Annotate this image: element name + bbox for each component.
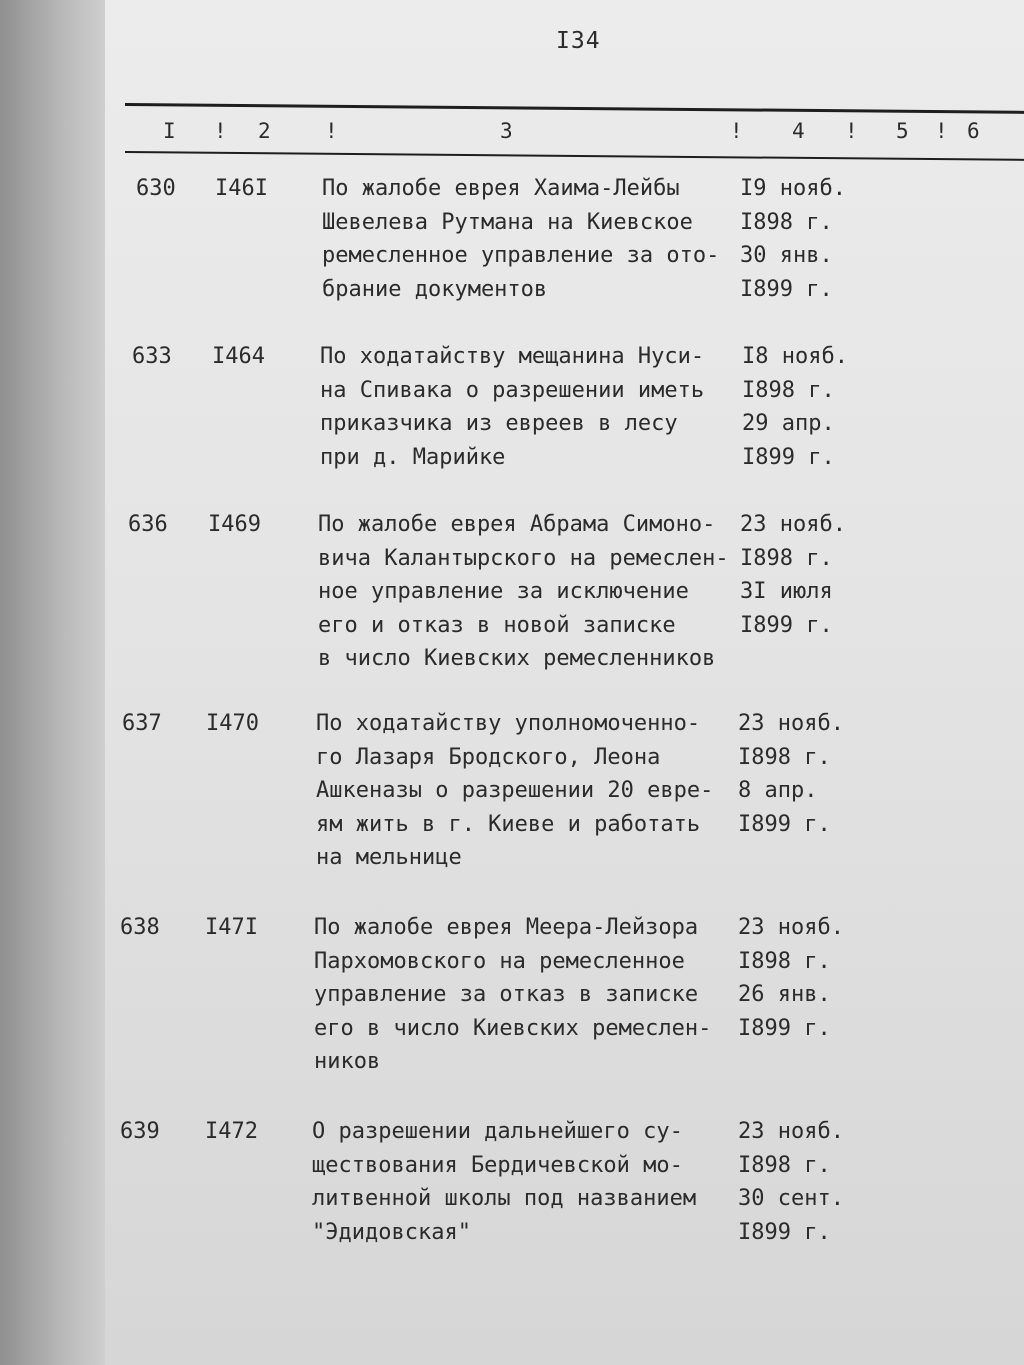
archive-code: I470 xyxy=(206,711,259,736)
entry-description xyxy=(318,508,729,676)
header-col-5: 5 xyxy=(896,119,909,143)
entry-dates xyxy=(738,1115,844,1249)
header-separator: ! xyxy=(845,119,858,143)
entry-description-line: Ашкеназы о разрешении 20 евре- xyxy=(316,778,714,803)
entry-description xyxy=(314,911,711,1079)
entry-description-line: "Эдидовская" xyxy=(312,1219,471,1245)
entry-dates-line: I899 г. xyxy=(740,276,833,302)
entry-description-line: По ходатайству уполномоченно- xyxy=(316,711,701,736)
archive-code: I46I xyxy=(215,176,268,201)
entry-dates xyxy=(740,172,846,306)
page-number: I34 xyxy=(556,28,601,54)
entry-description-line: Пархомовского на ремесленное xyxy=(314,948,685,974)
entry-dates xyxy=(738,707,844,841)
header-col-2: 2 xyxy=(258,119,271,143)
archive-code: I464 xyxy=(212,344,265,369)
entry-description-line: ществования Бердичевской мо- xyxy=(312,1152,683,1178)
entry-description-line: О разрешении дальнейшего су- xyxy=(312,1119,683,1144)
entry-dates-line: I898 г. xyxy=(742,377,835,403)
entry-dates-line: I898 г. xyxy=(740,545,833,571)
entry-dates-line: I898 г. xyxy=(738,1152,831,1178)
header-col-6: 6 xyxy=(967,119,980,143)
archive-code: I469 xyxy=(208,512,261,537)
header-col-3: 3 xyxy=(500,119,513,143)
entry-dates-line: I899 г. xyxy=(742,444,835,470)
entry-dates-line: 26 янв. xyxy=(738,982,831,1007)
header-col-1: I xyxy=(163,119,176,143)
book-gutter xyxy=(0,0,105,1365)
archive-code: I47I xyxy=(205,915,258,940)
entry-number: 637 xyxy=(122,711,162,736)
entry-description-line: ное управление за исключение xyxy=(318,579,689,604)
entry-description-line: По ходатайству мещанина Нуси- xyxy=(320,344,705,369)
entry-dates-line: 3I июля xyxy=(740,579,833,604)
entry-dates xyxy=(738,911,844,1045)
entry-description xyxy=(320,340,704,474)
header-separator: ! xyxy=(730,119,743,143)
entry-dates-line: 23 нояб. xyxy=(740,512,846,537)
entry-description-line: брание документов xyxy=(322,276,548,302)
entry-description-line: По жалобе еврея Абрама Симоно- xyxy=(318,512,716,537)
entry-dates-line: I899 г. xyxy=(740,612,833,638)
header-separator: ! xyxy=(325,119,338,143)
entry-dates-line: 8 апр. xyxy=(738,778,818,803)
entry-dates-line: I8 нояб. xyxy=(742,344,848,369)
entry-dates xyxy=(740,508,846,642)
entry-description-line: на мельнице xyxy=(316,845,462,870)
entry-dates xyxy=(742,340,848,474)
entry-description-line: на Спивака о разрешении иметь xyxy=(320,377,705,403)
entry-description xyxy=(322,172,719,306)
entry-description-line: ников xyxy=(314,1049,381,1074)
entry-description-line: ям жить в г. Киеве и работать xyxy=(316,811,701,837)
header-col-4: 4 xyxy=(792,119,805,143)
entry-description-line: По жалобе еврея Меера-Лейзора xyxy=(314,915,699,940)
entry-dates-line: I899 г. xyxy=(738,1219,831,1245)
entry-description-line: в число Киевских ремесленников xyxy=(318,646,716,671)
entry-dates-line: 23 нояб. xyxy=(738,711,844,736)
entry-description xyxy=(316,707,713,875)
entry-description xyxy=(312,1115,696,1249)
entry-number: 630 xyxy=(136,176,176,201)
entry-dates-line: 30 янв. xyxy=(740,243,833,268)
entry-dates-line: 23 нояб. xyxy=(738,915,844,940)
entry-description-line: приказчика из евреев в лесу xyxy=(320,411,678,436)
entry-dates-line: I898 г. xyxy=(738,948,831,974)
entry-description-line: его и отказ в новой записке xyxy=(318,612,676,638)
entry-dates-line: 23 нояб. xyxy=(738,1119,844,1144)
header-separator: ! xyxy=(935,119,948,143)
entry-dates-line: I898 г. xyxy=(740,209,833,235)
entry-description-line: при д. Марийке xyxy=(320,444,506,470)
entry-description-line: вича Калантырского на ремеслен- xyxy=(318,545,729,571)
entry-description-line: управление за отказ в записке xyxy=(314,982,699,1007)
entry-description-line: литвенной школы под названием xyxy=(312,1186,697,1211)
entry-dates-line: I898 г. xyxy=(738,744,831,770)
entry-description-line: его в число Киевских ремеслен- xyxy=(314,1015,712,1041)
entry-dates-line: 30 сент. xyxy=(738,1186,844,1211)
entry-description-line: ремесленное управление за ото- xyxy=(322,243,720,268)
entry-number: 638 xyxy=(120,915,160,940)
header-separator: ! xyxy=(214,119,227,143)
entry-number: 636 xyxy=(128,512,168,537)
entry-dates-line: I899 г. xyxy=(738,1015,831,1041)
entry-number: 633 xyxy=(132,344,172,369)
entry-dates-line: I899 г. xyxy=(738,811,831,837)
archive-code: I472 xyxy=(205,1119,258,1144)
entry-dates-line: I9 нояб. xyxy=(740,176,846,201)
entry-description-line: го Лазаря Бродского, Леона xyxy=(316,744,661,770)
entry-dates-line: 29 апр. xyxy=(742,411,835,436)
entry-number: 639 xyxy=(120,1119,160,1144)
entry-description-line: Шевелева Рутмана на Киевское xyxy=(322,209,693,235)
entry-description-line: По жалобе еврея Хаима-Лейбы xyxy=(322,176,680,201)
